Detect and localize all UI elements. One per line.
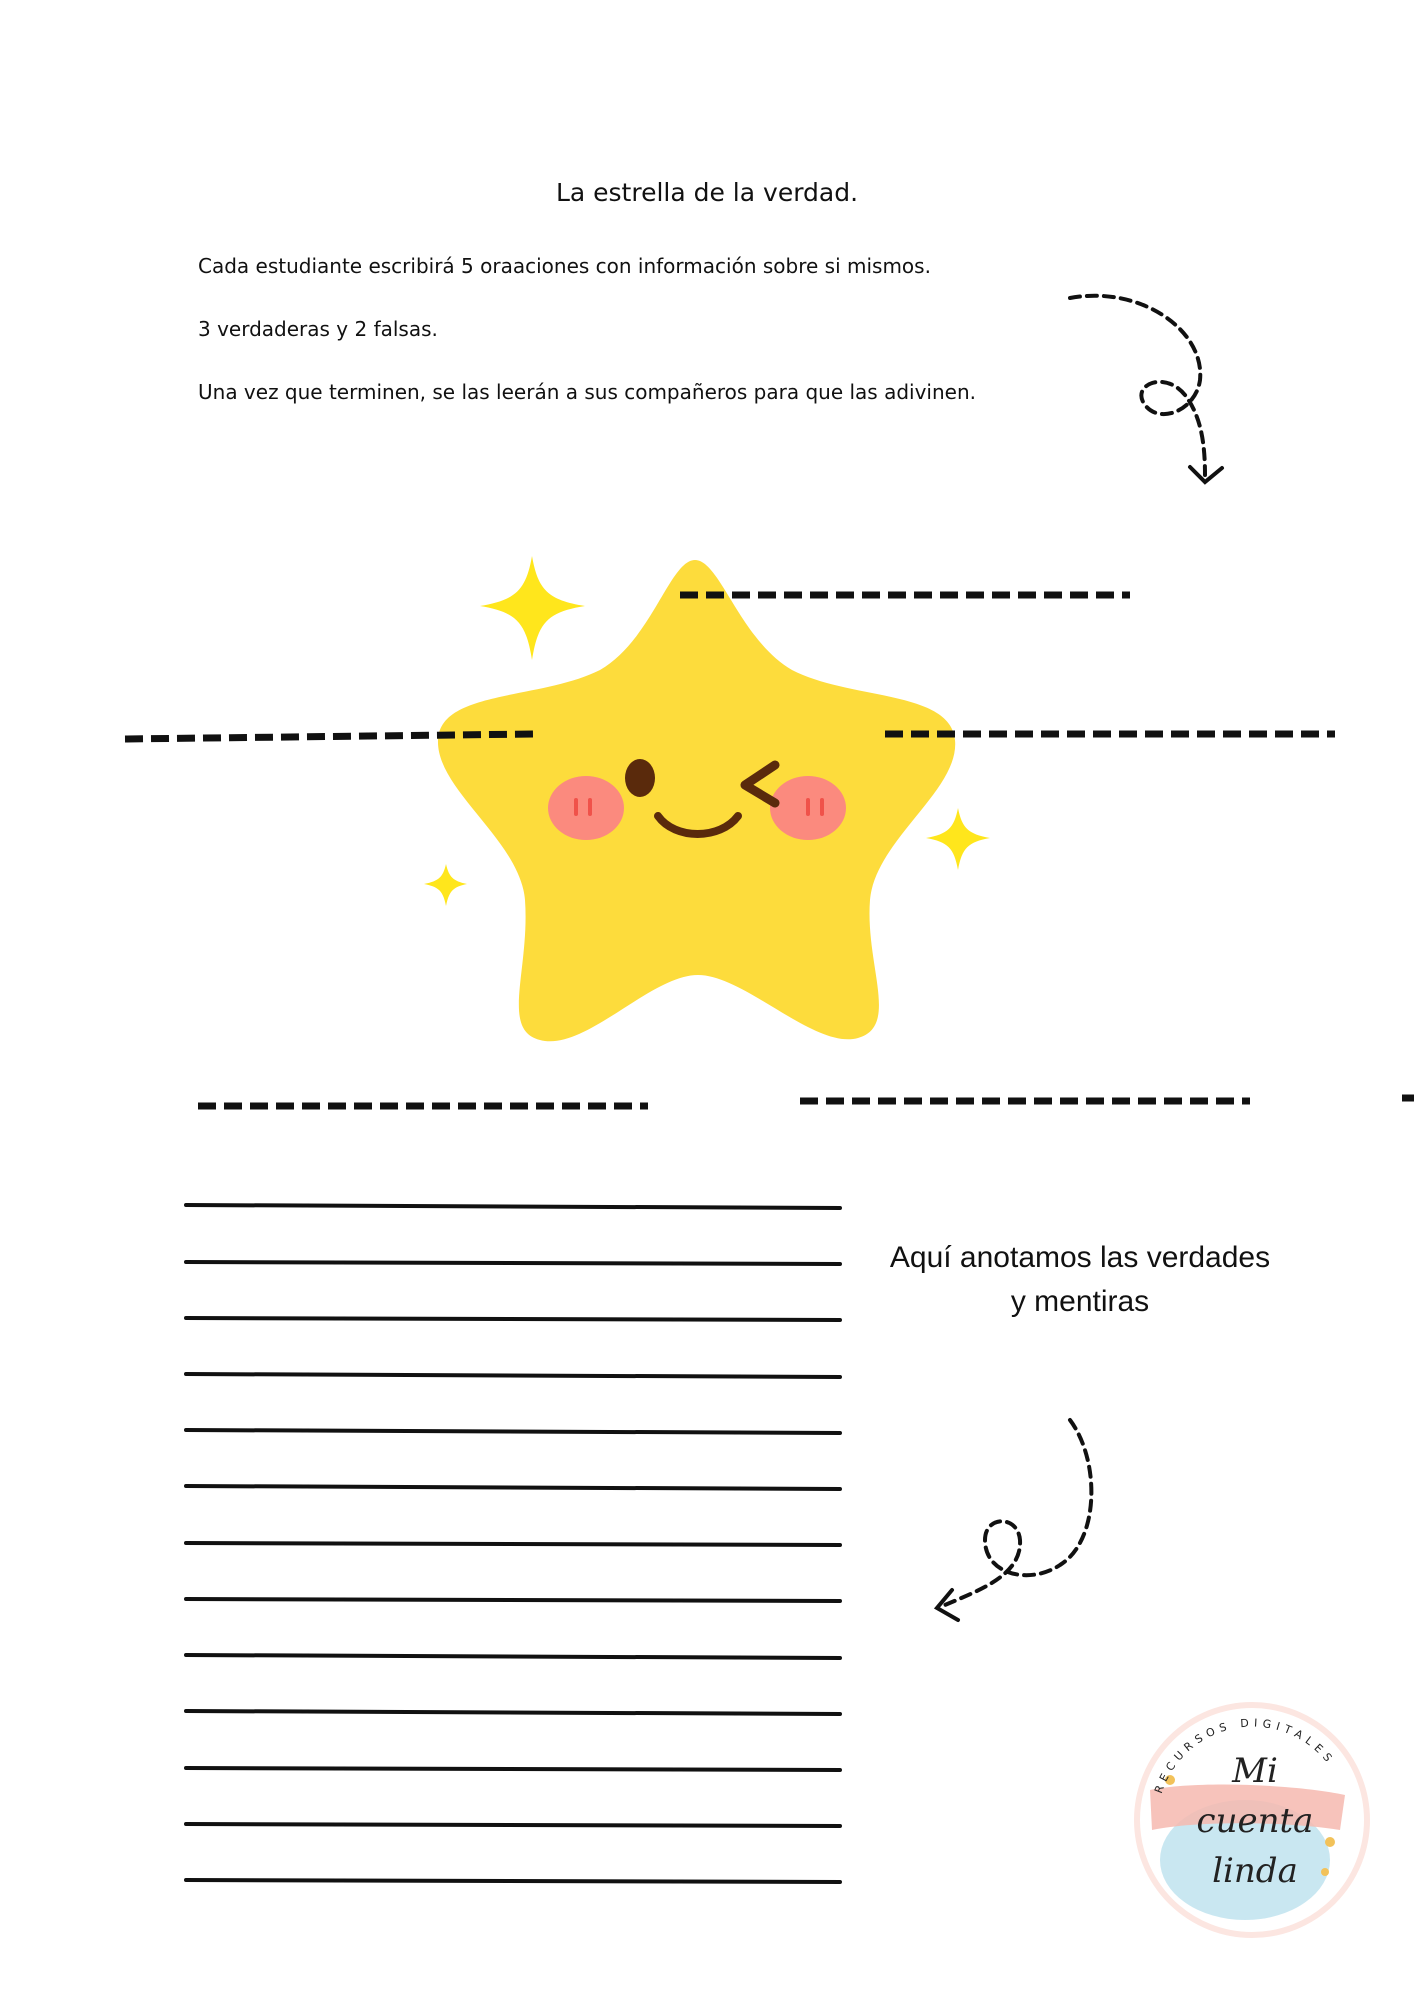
logo-line-1: Mi xyxy=(1232,1751,1278,1791)
dashed-arrow-icon xyxy=(945,1420,1091,1605)
logo-line-3: linda xyxy=(1212,1851,1298,1891)
brand-logo xyxy=(1137,1705,1367,1935)
answer-line-2[interactable] xyxy=(125,734,535,739)
writing-line[interactable] xyxy=(186,1655,840,1658)
writing-line[interactable] xyxy=(186,1374,840,1377)
sparkle-icon xyxy=(424,864,467,906)
star-body xyxy=(438,560,955,1041)
sparkle-icon xyxy=(480,556,585,660)
writing-line[interactable] xyxy=(186,1205,840,1208)
writing-line[interactable] xyxy=(186,1486,840,1489)
cheek-left xyxy=(548,776,624,840)
writing-line[interactable] xyxy=(186,1599,840,1601)
writing-line[interactable] xyxy=(186,1711,840,1714)
writing-lines xyxy=(186,1205,840,1882)
writing-line[interactable] xyxy=(186,1880,840,1882)
side-note-line-1: Aquí anotamos las verdades xyxy=(889,1241,1271,1274)
writing-line[interactable] xyxy=(186,1318,840,1320)
star-character xyxy=(438,560,955,1041)
dashed-arrow-icon xyxy=(1070,296,1205,475)
writing-line[interactable] xyxy=(186,1262,840,1264)
logo-arc-text: RECURSOS DIGITALES xyxy=(1151,1716,1338,1796)
writing-line[interactable] xyxy=(186,1768,840,1770)
instruction-line-1: Cada estudiante escribirá 5 oraaciones con información sobre si mismos. xyxy=(198,254,931,278)
instruction-line-2: 3 verdaderas y 2 falsas. xyxy=(198,317,438,341)
writing-line[interactable] xyxy=(186,1824,840,1826)
writing-line[interactable] xyxy=(186,1430,840,1433)
sparkle-icon xyxy=(926,808,990,870)
side-note-line-2: y mentiras xyxy=(1010,1285,1150,1318)
eye-open xyxy=(625,759,655,797)
logo-line-2: cuenta xyxy=(1196,1801,1314,1841)
page-title: La estrella de la verdad. xyxy=(555,178,859,207)
instruction-line-3: Una vez que terminen, se las leerán a sus compañeros para que las adivinen. xyxy=(198,380,976,404)
writing-line[interactable] xyxy=(186,1543,840,1545)
